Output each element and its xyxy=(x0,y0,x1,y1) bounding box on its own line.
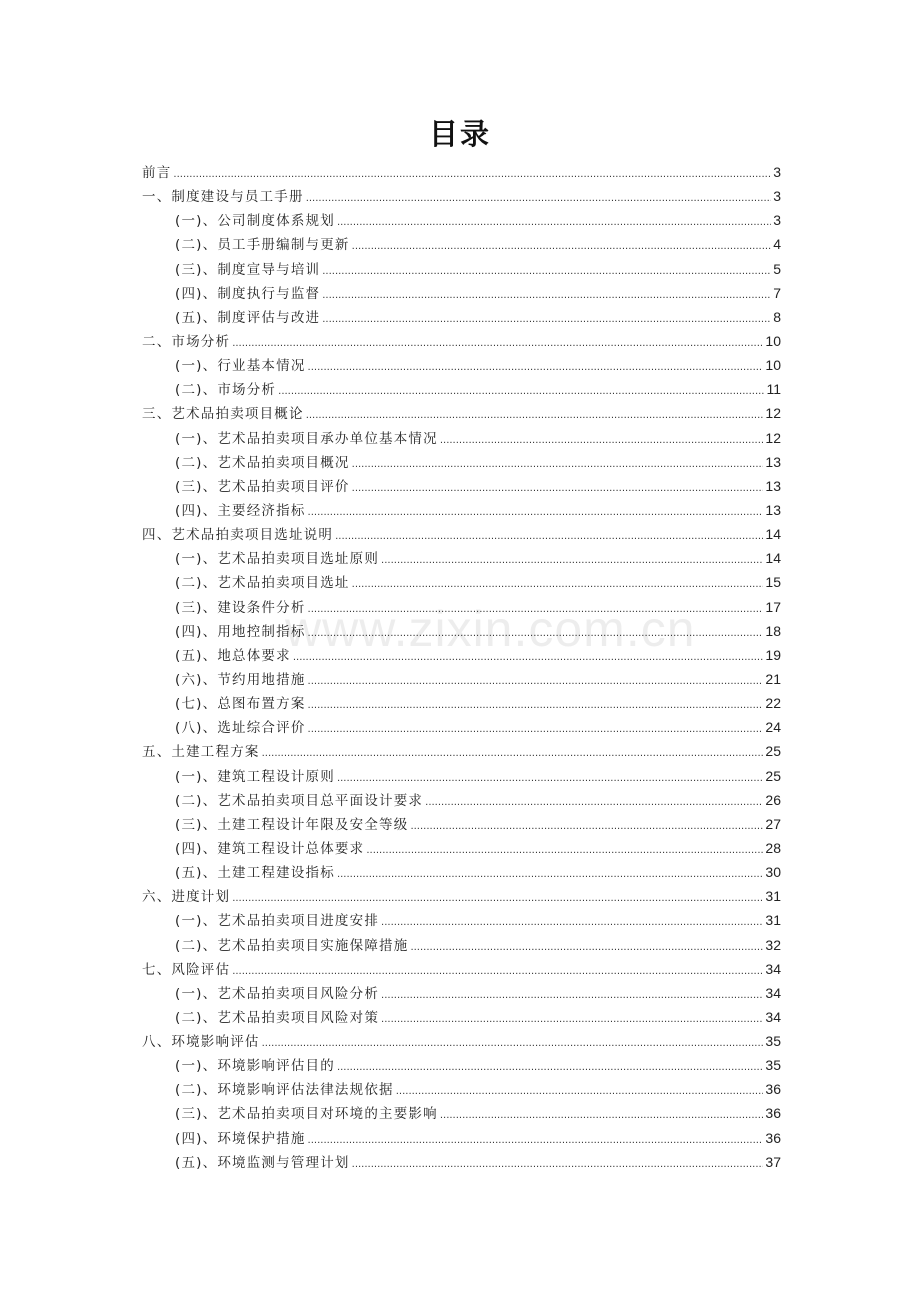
toc-page-number: 3 xyxy=(773,212,781,229)
toc-entry[interactable] xyxy=(142,232,781,256)
toc-entry-label: (五)、地总体要求 xyxy=(175,647,291,664)
toc-entry[interactable] xyxy=(142,1053,781,1077)
toc-page-number: 31 xyxy=(765,888,781,905)
toc-entry[interactable] xyxy=(142,450,781,474)
toc-entry[interactable] xyxy=(142,208,781,232)
toc-entry[interactable] xyxy=(142,1126,781,1150)
toc-dot-leader xyxy=(396,1080,764,1104)
toc-dot-leader xyxy=(381,1008,763,1032)
toc-entry[interactable] xyxy=(142,474,781,498)
toc-dot-leader xyxy=(381,911,763,935)
toc-entry[interactable] xyxy=(142,908,781,932)
toc-page-number: 4 xyxy=(773,236,781,253)
toc-dot-leader xyxy=(232,887,763,911)
toc-page-number: 27 xyxy=(765,815,781,832)
toc-entry[interactable] xyxy=(142,184,781,208)
toc-dot-leader xyxy=(352,235,772,259)
toc-entry-label: (四)、主要经济指标 xyxy=(175,502,306,519)
toc-page-number: 26 xyxy=(765,791,781,808)
toc-page-number: 25 xyxy=(765,743,781,760)
toc-dot-leader xyxy=(352,477,764,501)
toc-page-number: 36 xyxy=(765,1081,781,1098)
toc-entry-label: (五)、土建工程建设指标 xyxy=(175,865,335,882)
toc-entry-label: (三)、土建工程设计年限及安全等级 xyxy=(175,816,409,833)
toc-entry[interactable] xyxy=(142,933,781,957)
toc-page-number: 32 xyxy=(765,936,781,953)
toc-entry[interactable] xyxy=(142,1005,781,1029)
toc-entry-label: (一)、行业基本情况 xyxy=(175,358,306,375)
toc-dot-leader xyxy=(322,260,771,284)
toc-page-number: 7 xyxy=(773,284,781,301)
toc-entry-label: 五、土建工程方案 xyxy=(142,744,260,761)
toc-page-number: 19 xyxy=(765,646,781,663)
toc-dot-leader xyxy=(308,622,764,646)
toc-entry-label: 八、环境影响评估 xyxy=(142,1034,260,1051)
toc-entry[interactable] xyxy=(142,764,781,788)
toc-entry-label: (二)、艺术品拍卖项目实施保障措施 xyxy=(175,937,409,954)
toc-entry[interactable] xyxy=(142,595,781,619)
toc-entry[interactable] xyxy=(142,715,781,739)
toc-page-number: 24 xyxy=(765,719,781,736)
toc-page-number: 36 xyxy=(765,1105,781,1122)
toc-dot-leader xyxy=(308,670,764,694)
toc-entry-label: (二)、艺术品拍卖项目总平面设计要求 xyxy=(175,792,424,809)
toc-entry[interactable] xyxy=(142,812,781,836)
toc-dot-leader xyxy=(322,284,771,308)
toc-entry-label: (四)、制度执行与监督 xyxy=(175,285,321,302)
toc-entry[interactable] xyxy=(142,691,781,715)
toc-entry-label: (五)、制度评估与改进 xyxy=(175,309,321,326)
toc-page-number: 34 xyxy=(765,984,781,1001)
toc-entry-label: 七、风险评估 xyxy=(142,961,231,978)
toc-entry[interactable] xyxy=(142,546,781,570)
toc-dot-leader xyxy=(352,453,764,477)
table-of-contents xyxy=(142,160,781,1174)
toc-dot-leader xyxy=(306,187,772,211)
toc-page-number: 13 xyxy=(765,477,781,494)
toc-entry[interactable] xyxy=(142,788,781,812)
toc-entry-label: (二)、艺术品拍卖项目选址 xyxy=(175,575,350,592)
toc-dot-leader xyxy=(381,549,763,573)
toc-entry[interactable] xyxy=(142,1150,781,1174)
toc-page-number: 8 xyxy=(773,308,781,325)
toc-entry-label: (七)、总图布置方案 xyxy=(175,696,306,713)
toc-dot-leader xyxy=(308,694,764,718)
toc-page-number: 15 xyxy=(765,574,781,591)
toc-entry[interactable] xyxy=(142,498,781,522)
toc-entry-label: 二、市场分析 xyxy=(142,333,231,350)
toc-page-number: 3 xyxy=(773,164,781,180)
toc-dot-leader xyxy=(381,984,763,1008)
toc-page-number: 10 xyxy=(765,357,781,374)
toc-dot-leader xyxy=(337,767,763,791)
toc-entry[interactable] xyxy=(142,281,781,305)
toc-entry-label: (二)、环境影响评估法律法规依据 xyxy=(175,1082,394,1099)
toc-entry-label: 一、制度建设与员工手册 xyxy=(142,189,304,206)
toc-entry[interactable] xyxy=(142,667,781,691)
toc-page-number: 36 xyxy=(765,1129,781,1146)
toc-entry-label: (一)、环境影响评估目的 xyxy=(175,1058,335,1075)
toc-page-number: 3 xyxy=(773,188,781,205)
toc-entry-label: 六、进度计划 xyxy=(142,889,231,906)
toc-dot-leader xyxy=(366,839,763,863)
toc-entry[interactable] xyxy=(142,1101,781,1125)
toc-entry-label: (三)、建设条件分析 xyxy=(175,599,306,616)
toc-entry-label: 三、艺术品拍卖项目概论 xyxy=(142,406,304,423)
toc-entry-label: (六)、节约用地措施 xyxy=(175,671,306,688)
toc-page-number: 21 xyxy=(765,670,781,687)
toc-dot-leader xyxy=(322,308,771,332)
toc-entry-label: (五)、环境监测与管理计划 xyxy=(175,1154,350,1171)
toc-entry[interactable] xyxy=(142,739,781,763)
toc-entry-label: (二)、艺术品拍卖项目概况 xyxy=(175,454,350,471)
toc-dot-leader xyxy=(262,742,764,766)
toc-page-number: 25 xyxy=(765,767,781,784)
toc-entry[interactable] xyxy=(142,305,781,329)
toc-page-number: 12 xyxy=(765,405,781,422)
toc-entry-label: 四、艺术品拍卖项目选址说明 xyxy=(142,527,334,544)
toc-page-number: 35 xyxy=(765,1033,781,1050)
toc-page-number: 13 xyxy=(765,501,781,518)
toc-dot-leader xyxy=(425,791,763,815)
toc-entry[interactable] xyxy=(142,619,781,643)
toc-dot-leader xyxy=(232,332,763,356)
toc-entry-label: (八)、选址综合评价 xyxy=(175,720,306,737)
toc-entry[interactable] xyxy=(142,377,781,401)
toc-entry[interactable] xyxy=(142,860,781,884)
toc-page-number: 11 xyxy=(766,381,781,398)
toc-entry-label: (二)、市场分析 xyxy=(175,382,277,399)
toc-dot-leader xyxy=(173,163,771,187)
toc-page-number: 18 xyxy=(765,622,781,639)
toc-dot-leader xyxy=(335,525,763,549)
toc-entry-label: (三)、制度宣导与培训 xyxy=(175,261,321,278)
toc-entry[interactable] xyxy=(142,160,781,184)
toc-page-number: 22 xyxy=(765,695,781,712)
toc-page-number: 34 xyxy=(765,960,781,977)
toc-dot-leader xyxy=(337,863,763,887)
toc-dot-leader xyxy=(308,1129,764,1153)
toc-entry-label: (一)、公司制度体系规划 xyxy=(175,213,335,230)
toc-entry[interactable] xyxy=(142,329,781,353)
toc-entry[interactable] xyxy=(142,522,781,546)
toc-dot-leader xyxy=(308,356,764,380)
toc-entry-label: (二)、员工手册编制与更新 xyxy=(175,237,350,254)
toc-page-number: 30 xyxy=(765,864,781,881)
toc-entry-label: (四)、建筑工程设计总体要求 xyxy=(175,840,365,857)
toc-entry[interactable] xyxy=(142,643,781,667)
toc-entry[interactable] xyxy=(142,836,781,860)
toc-page-number: 13 xyxy=(765,453,781,470)
toc-entry-label: (一)、艺术品拍卖项目风险分析 xyxy=(175,985,380,1002)
toc-entry[interactable] xyxy=(142,401,781,425)
toc-entry-label: (一)、艺术品拍卖项目选址原则 xyxy=(175,551,380,568)
toc-page-number: 5 xyxy=(773,260,781,277)
toc-dot-leader xyxy=(262,1032,764,1056)
toc-dot-leader xyxy=(308,501,764,525)
toc-dot-leader xyxy=(308,718,764,742)
toc-entry-label: (一)、艺术品拍卖项目进度安排 xyxy=(175,913,380,930)
toc-page-number: 28 xyxy=(765,839,781,856)
toc-entry[interactable] xyxy=(142,884,781,908)
toc-page-number: 12 xyxy=(765,429,781,446)
toc-page-number: 35 xyxy=(765,1057,781,1074)
toc-page-number: 34 xyxy=(765,1008,781,1025)
toc-dot-leader xyxy=(440,1104,764,1128)
toc-dot-leader xyxy=(352,573,764,597)
toc-entry[interactable] xyxy=(142,570,781,594)
toc-entry-label: (二)、艺术品拍卖项目风险对策 xyxy=(175,1009,380,1026)
toc-dot-leader xyxy=(410,936,763,960)
toc-dot-leader xyxy=(278,380,764,404)
toc-page-number: 10 xyxy=(765,332,781,349)
toc-dot-leader xyxy=(352,1153,764,1177)
toc-page-number: 17 xyxy=(765,598,781,615)
watermark: www.zixin.com.cn xyxy=(285,601,696,657)
toc-entry-label: (一)、艺术品拍卖项目承办单位基本情况 xyxy=(175,430,438,447)
toc-dot-leader xyxy=(306,404,764,428)
toc-entry-label: (四)、用地控制指标 xyxy=(175,623,306,640)
page-title: 目录 xyxy=(428,117,491,151)
toc-page-number: 37 xyxy=(765,1153,781,1170)
toc-dot-leader xyxy=(232,960,763,984)
toc-entry[interactable] xyxy=(142,957,781,981)
toc-entry[interactable] xyxy=(142,426,781,450)
toc-entry[interactable] xyxy=(142,257,781,281)
toc-entry[interactable] xyxy=(142,981,781,1005)
toc-dot-leader xyxy=(410,815,763,839)
toc-page-number: 14 xyxy=(765,550,781,567)
toc-entry-label: (四)、环境保护措施 xyxy=(175,1130,306,1147)
toc-entry-label: (三)、艺术品拍卖项目评价 xyxy=(175,478,350,495)
toc-dot-leader xyxy=(337,1056,763,1080)
toc-entry[interactable] xyxy=(142,1077,781,1101)
toc-entry-label: (三)、艺术品拍卖项目对环境的主要影响 xyxy=(175,1106,438,1123)
toc-entry-label: (一)、建筑工程设计原则 xyxy=(175,768,335,785)
toc-entry[interactable] xyxy=(142,353,781,377)
toc-entry[interactable] xyxy=(142,1029,781,1053)
toc-page-number: 31 xyxy=(765,912,781,929)
toc-dot-leader xyxy=(440,429,764,453)
toc-dot-leader xyxy=(293,646,764,670)
toc-dot-leader xyxy=(337,211,771,235)
toc-entry-label: 前言 xyxy=(142,165,172,181)
toc-page-number: 14 xyxy=(765,526,781,543)
toc-dot-leader xyxy=(308,598,764,622)
